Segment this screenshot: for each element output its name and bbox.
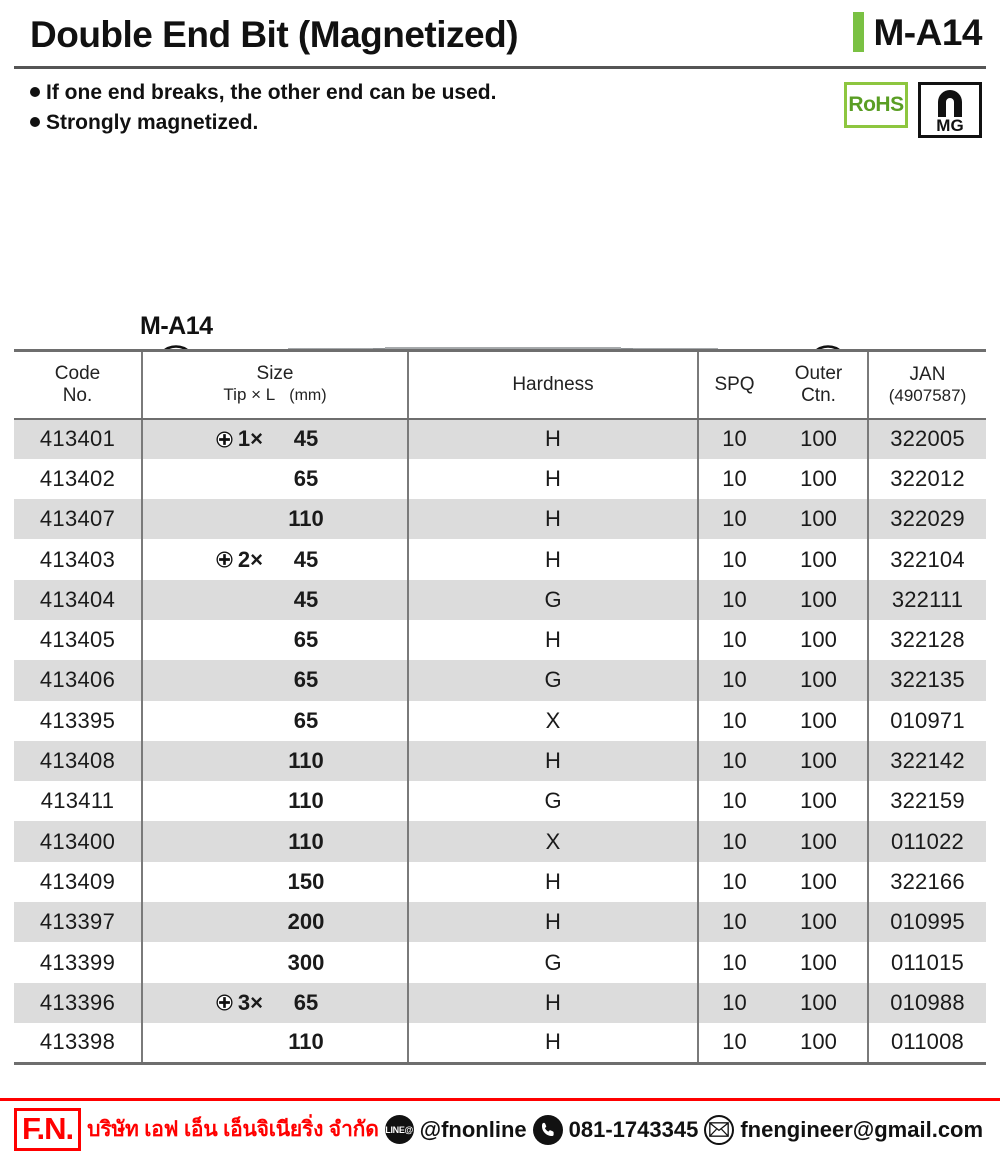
cell-spq: 10 [698,419,770,459]
cell-code: 413404 [14,580,142,620]
cell-jan: 322142 [868,741,986,781]
cell-jan: 322128 [890,627,965,653]
cell-size [142,539,408,579]
cell-size [142,741,408,781]
cell-spq: 10 [698,821,770,861]
size-tip [155,547,263,573]
cell-outer-ctn: 100 [770,580,868,620]
cell-jan: 011015 [891,949,964,975]
cell-outer-ctn: 100 [770,620,868,660]
cell-spq: 10 [698,580,770,620]
cell-hardness: H [408,419,698,459]
table-row [14,660,986,700]
table-header-row [14,351,986,419]
bullet-dot-icon [30,87,40,97]
cell-hardness: G [408,781,698,821]
phillips-cross-icon [216,994,233,1011]
cell-size [142,1023,408,1063]
cell-spq: 10 [698,741,770,781]
cell-hardness: H [408,902,698,942]
email-icon [704,1115,734,1145]
rohs-badge [844,82,908,128]
line-id[interactable]: @fnonline [419,1116,527,1142]
cell-jan: 011008 [868,1023,986,1063]
size-length: 110 [288,788,324,814]
cell-code: 413401 [14,419,142,459]
cell-hardness: X [408,821,698,861]
cell-hardness: H [408,499,698,539]
cell-hardness: H [408,983,698,1023]
cell-size [142,821,408,861]
size-length: 110 [288,748,324,774]
table-row [14,862,986,902]
cell-outer-ctn: 100 [770,741,868,781]
cell-hardness: G [408,942,698,982]
table-row [14,701,986,741]
rohs-label: RoHS [848,93,904,116]
cell-spq: 10 [722,868,747,894]
cell-outer-ctn: 100 [770,942,868,982]
size-length: 45 [293,586,319,612]
cell-code: 413403 [14,539,142,579]
col-header-jan: JAN (4907587) [868,351,986,419]
cell-jan: 322104 [890,546,965,572]
table-row [14,459,986,499]
feature-text: If one end breaks, the other end can be used. [46,81,497,104]
cell-outer-ctn: 100 [770,419,868,459]
cell-hardness: G [408,580,698,620]
cell-hardness: H [408,620,698,660]
table-row [14,620,986,660]
size-length: 110 [288,828,324,854]
table-body [14,419,986,1064]
line-icon[interactable]: LINE@ [385,1115,414,1144]
spec-table-wrapper [14,349,986,1065]
cell-hardness: H [408,862,698,902]
cell-size [142,781,408,821]
cell-jan: 322111 [868,580,986,620]
size-length: 45 [293,546,319,572]
cell-hardness: H [408,539,698,579]
header-divider [14,66,986,69]
cell-size [142,862,408,902]
cell-spq: 10 [698,660,770,700]
cell-outer-ctn: 100 [770,781,868,821]
tip-number: 1× [237,426,263,452]
col-header-outer-ctn: Outer Ctn. [770,351,868,419]
company-name-thai: บริษัท เอฟ เอ็น เอ็นจิเนียริ่ง จำกัด [87,1118,379,1141]
feature-text: Strongly magnetized. [46,110,259,134]
cell-hardness: G [408,660,698,700]
table-row [14,419,986,459]
accent-bar [853,12,864,52]
cell-outer-ctn: 100 [770,660,868,700]
cell-outer-ctn: 100 [770,821,868,861]
cell-spq: 10 [698,1023,770,1063]
cell-code: 413411 [14,781,142,821]
phone-glyph [539,1121,557,1139]
cell-size [142,620,408,660]
cell-code: 413395 [14,701,142,741]
cell-jan: 010988 [868,983,986,1023]
cell-size [142,459,408,499]
company-logo: F.N. [14,1108,81,1151]
table-row [14,1023,986,1063]
cell-size [142,499,408,539]
phone-number[interactable]: 081-1743345 [568,1116,699,1142]
table-row [14,983,986,1023]
cell-size [142,660,408,700]
product-illustration [0,160,1000,305]
size-tip [155,426,263,452]
contact-footer [0,1098,1000,1158]
cell-spq: 10 [722,707,747,733]
page-header [0,0,1000,70]
table-label: M-A14 [140,312,213,340]
cell-code: 413406 [14,660,142,700]
cell-outer-ctn: 100 [770,1023,868,1063]
size-length: 110 [288,1029,324,1055]
cell-size [142,701,408,741]
cell-hardness: X [408,701,698,741]
phillips-cross-icon [216,551,233,568]
table-row [14,580,986,620]
size-length: 300 [287,949,325,975]
cell-hardness: H [408,741,698,781]
cell-spq: 10 [698,983,770,1023]
magnet-badge [918,82,982,138]
cell-code: 413408 [14,741,142,781]
phone-icon [533,1115,563,1145]
size-length: 65 [293,627,319,653]
cell-jan: 322029 [868,499,986,539]
tip-number: 2× [237,546,263,572]
cell-code: 413397 [14,902,142,942]
size-length: 65 [293,667,319,693]
cell-outer-ctn: 100 [770,701,868,741]
cell-jan: 322005 [868,419,986,459]
cell-size [142,942,408,982]
cell-spq: 10 [722,627,747,653]
table-row [14,821,986,861]
certification-badges [844,82,982,138]
cell-spq: 10 [722,788,747,814]
cell-spq: 10 [722,465,747,491]
table-row [14,741,986,781]
cell-size [142,983,408,1023]
cell-code: 413407 [14,499,142,539]
size-tip [155,990,263,1016]
size-length: 110 [288,506,324,532]
table-row [14,499,986,539]
cell-spq: 10 [722,949,747,975]
cell-outer-ctn: 100 [770,459,868,499]
size-length: 45 [293,426,319,452]
model-code-block [853,12,982,52]
tip-number: 3× [237,989,263,1015]
size-length: 200 [287,909,325,935]
cell-code: 413398 [14,1023,142,1063]
cell-code: 413409 [14,862,142,902]
cell-jan: 010995 [868,902,986,942]
cell-outer-ctn: 100 [770,902,868,942]
model-code: M-A14 [873,11,982,53]
cell-jan: 011022 [868,821,986,861]
cell-code: 413396 [14,983,142,1023]
email-address[interactable]: fnengineer@gmail.com [740,1116,984,1142]
cell-code: 413405 [14,620,142,660]
cell-outer-ctn: 100 [770,862,868,902]
envelope-glyph [709,1122,729,1137]
cell-code: 413399 [14,942,142,982]
size-length: 65 [293,707,319,733]
cell-hardness: H [408,1023,698,1063]
size-length: 65 [293,465,319,491]
magnet-label: MG [936,116,964,135]
cell-code: 413400 [14,821,142,861]
spec-table [14,349,986,1065]
table-row [14,942,986,982]
table-row [14,781,986,821]
cell-size [142,902,408,942]
cell-jan: 322012 [890,465,965,491]
cell-spq: 10 [722,546,747,572]
col-header-code: Code No. [14,351,142,419]
magnet-icon [933,88,967,118]
cell-outer-ctn: 100 [770,499,868,539]
cell-jan: 322135 [868,660,986,700]
cell-jan: 322159 [890,788,965,814]
size-length: 150 [287,868,325,894]
cell-spq: 10 [698,902,770,942]
cell-code: 413402 [14,459,142,499]
cell-outer-ctn: 100 [770,983,868,1023]
cell-size [142,419,408,459]
col-header-hardness: Hardness [408,351,698,419]
dimension-lines [0,160,1000,305]
phillips-cross-icon [216,431,233,448]
bullet-dot-icon [30,117,40,127]
feature-item [30,78,670,108]
cell-jan: 010971 [890,707,965,733]
page-title: Double End Bit (Magnetized) [30,14,519,55]
cell-spq: 10 [698,499,770,539]
col-header-spq: SPQ [698,351,770,419]
table-row [14,539,986,579]
cell-jan: 322166 [890,868,965,894]
size-length: 65 [293,989,319,1015]
feature-list [30,78,670,138]
cell-size [142,580,408,620]
col-header-size: Size Tip × L (mm) [142,351,408,419]
cell-hardness: H [408,459,698,499]
feature-item [30,108,670,138]
cell-outer-ctn: 100 [770,539,868,579]
table-row [14,902,986,942]
